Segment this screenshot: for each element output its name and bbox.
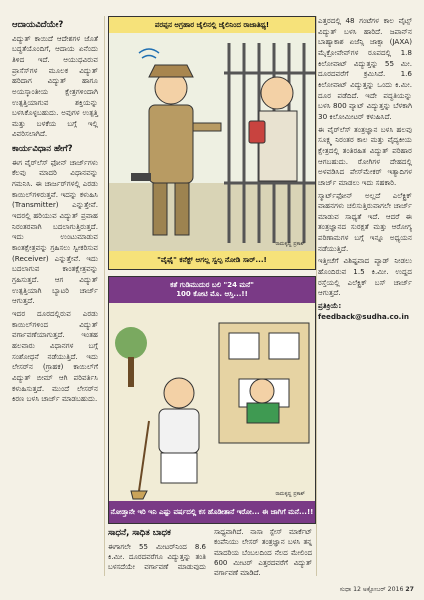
paragraph: ಈಗಾಗಲೇ 55 ಮೀಟರ್‌ನಿಂದ 8.6 ಕಿ.ಮೀ. ದೂರದವರೆಗೂ ವಿದ್ಯುತ್ತನ್ನು ತಂತಿ ಬಳಸದೆಯೇ ವರ್ಗಾವಣೆ ಮಾಡುವುದು ಸಾಧ್ಯವಾಗಿದೆ. ನಾಸಾ ಸ್ಪೇಸ್ ಮಾರ್ಕೆಟ್ ಕಂಪೆನಿಯು ಲೇಸರ್ ತಂತ್ರಜ್ಞಾನ ಬಳಸಿ ತನ್ನ ಮಾದರಿಯ ಬೆಂಬಲದಿಂದ ನೆಲದ ಮೇಲಿಂದ 600 ಮೀಟರ್ ಎತ್ತರದವರೆಗೆ ವಿದ್ಯುತ್ ವರ್ಗಾವಣೆ ಮಾಡಿದೆ. bbox=[108, 528, 312, 578]
paragraph: ಇದರ ದೂರದಲ್ಲಿರುವ ಎರಡು ಕಾಯಿಲ್‌ಗಳಿಂದ ವಿದ್ಯುತ್ ವರ್ಗಾವಣೆಯಾಗುತ್ತದೆ. ಇಂತಹ ಹಲವಾರು ವಿಧಾನಗಳ ಬಗ್ಗೆ ಸಂಶೋಧನೆ ನಡೆಯುತ್ತಿದೆ. ಇದು ಲೇಸರ್‌ನ (ಗ್ರಾಹಕ) ಕಾಯಿಲ್‌ಗೆ ವಿದ್ಯುತ್ ಬೀಮ್ ಆಗಿ ಪರಿವರ್ತಿಸಿ ಕಳುಹಿಸುತ್ತದೆ. ಮುಂದೆ ಲೇಸರ್‌ನ ಕಿರಣ ಬಳಸಿ ಚಾರ್ಜ್ ಮಾಡಬಹುದು. bbox=[12, 308, 98, 404]
column-divider-left bbox=[104, 16, 105, 576]
cartoon-illustration-sweeper bbox=[109, 303, 315, 501]
cartoon-panel-jail bbox=[108, 16, 316, 270]
right-column bbox=[318, 16, 412, 324]
heading-achievements: ಸಾಧನೆ, ಸಾಧಿತ ಬಾಧಕ bbox=[108, 528, 171, 538]
cartoon-caption: ನೋಡ್ತಾನೇ ಇರಿ ಇನಿ ಎಷ್ಟು ವರ್ಷದಲ್ಲಿ ಕಸ ಹೊಡೀತಾನೆ ಇರೋ... ಈ ಜಾಗಿಗೆ ಮನೆ...!! bbox=[109, 501, 315, 523]
cartoon-header-line-1: ಕತೆ ಗುಡಿಮುದುರ ಬಲಿ "24 ಮನೆ" bbox=[170, 281, 254, 290]
center-bottom-text bbox=[108, 527, 312, 579]
paragraph: ಈ ವೈರ್‌ಲೆಸ್ ತಂತ್ರಜ್ಞಾನ ಬಳಸಿ ಹಲವು ಸೂಕ್ಷ್ಮ ನಿರಂತರ ಕಾಲ ಮತ್ತು ವೈದ್ಯಕೀಯ ಕ್ಷೇತ್ರದಲ್ಲಿ ತಂತಿರಹಿತ ವಿದ್ಯುತ್ ಪರಿಹಾರ ಆಗಬಹುದು. ರೋಗಿಗಳ ದೇಹದಲ್ಲಿ ಅಳವಡಿಸಿದ ಪೇಸ್‌ಮೇಕರ್ ಇತ್ಯಾದಿಗಳ ಚಾರ್ಜ್ ಮಾಡಲು ಇದು ಸಹಕಾರಿ. bbox=[318, 124, 412, 187]
cartoon-panel-house bbox=[108, 276, 316, 524]
cartoon-header: ಪರಪ್ಪನ ಅಗ್ರಹಾರ ಜೈಲಿನಲ್ಲಿ ಜೈಲಿನಿಂದ ರಾಜಾತಿಥ್ಯ! bbox=[109, 17, 315, 33]
paragraph: ಎತ್ತರದಲ್ಲಿ 48 ಗಂಟೆಗಳ ಕಾಲ ವೈಟ್ಸ್ ವಿದ್ಯುತ್ ಬಳಸಿ ಹಾರಿದೆ. ಜಪಾನ್‌ನ ಬಾಹ್ಯಾಕಾಶ ಏಜೆನ್ಸಿ ಜಾಕ್ಸಾ (JAXA) ಮೈಕ್ರೋವೇವ್‌ಗಳ ರೂಪದಲ್ಲಿ 1.8 ಕಿಲೋವಾಟ್ ವಿದ್ಯುತ್ತನ್ನು 55 ಮೀ. ದೂರದವರೆಗೆ ಕ್ರಮಿಸಿದೆ. 1.6 ಕಿಲೋವಾಟ್ ವಿದ್ಯುತ್ತನ್ನು ಒಂದು ಕಿ.ಮೀ. ದೂರ ಪಡೆದಿದೆ. ಇದೇ ಪದ್ಧತಿಯನ್ನು ಬಳಸಿ 800 ವ್ಯಾಟ್ ವಿದ್ಯುತ್ತನ್ನು ಬೆಳಕಾಗಿ 30 ಕಿಲೋಮೀಟರ್ ಕಳುಹಿಸಿದೆ. bbox=[318, 16, 412, 121]
paragraph: ಇತ್ತೀಚೆಗೆ ವಿಶಿಷ್ಟವಾದ ಪ್ಯಾಡ್ ನೀಡಲು ಹೊಂದಿರುವ 1.5 ಕಿ.ಮೀ. ಉದ್ದದ ರಸ್ತೆಯಲ್ಲಿ ಎಲೆಕ್ಟ್ರಿಕ್ ಬಸ್ ಚಾರ್ಜ್ ಆಗುತ್ತದೆ. bbox=[318, 256, 412, 298]
page-number: 27 bbox=[405, 586, 414, 593]
cartoonist-signature: ರಾಮಕೃಷ್ಣ ಪ್ರಕಾಶ್ bbox=[275, 491, 305, 497]
paragraph: ಸ್ಮಾರ್ಟ್‌ಫೋನ್ ಅಲ್ಲದೆ ಎಲೆಕ್ಟ್ರಿಕ್ ವಾಹನಗಳು ಚಲಿಸುತ್ತಿರುವಾಗಲೇ ಚಾರ್ಜ್ ಮಾಡುವ ಸಾಧ್ಯತೆ ಇದೆ. ಆದರೆ ಈ ತಂತ್ರಜ್ಞಾನದ ಸುರಕ್ಷತೆ ಮತ್ತು ಆರೋಗ್ಯ ಪರಿಣಾಮಗಳ ಬಗ್ಗೆ ಇನ್ನೂ ಅಧ್ಯಯನ ನಡೆಯುತ್ತಿದೆ. bbox=[318, 190, 412, 253]
feedback-email: ಪ್ರತಿಕ್ರಿಯೆ: feedback@sudha.co.in bbox=[318, 301, 409, 321]
issue-label: ಸುಧಾ 12 ಅಕ್ಟೋಬರ್ 2016 bbox=[339, 586, 404, 593]
heading-how-it-works: ಕಾರ್ಯವಿಧಾನ ಹೇಗೆ? bbox=[12, 144, 73, 155]
cartoon-illustration-jail bbox=[109, 33, 315, 251]
page-footer bbox=[330, 586, 414, 594]
column-divider-right bbox=[316, 16, 317, 576]
cartoon-header bbox=[109, 277, 315, 303]
cartoon-header-line-2: 100 ಕೋಟಿ ಮೊ. ಆಸ್ತಿ...!! bbox=[176, 290, 248, 298]
left-column bbox=[12, 16, 98, 407]
cartoonist-signature: ರಾಮಕೃಷ್ಣ ಪ್ರಕಾಶ್ bbox=[275, 241, 305, 247]
paragraph: ಈಗ ವೈರ್‌ಲೆಸ್ ಫೋನ್ ಚಾರ್ಜ್‌ಗಳು ಕೆಲವು ಮಾದರಿ ವಿಧಾನವನ್ನು ಗಮನಿಸಿ. ಈ ಚಾರ್ಜರ್‌ಗಳಲ್ಲಿ ಎರಡು ಕಾಯಿಲ್‌ಗಳಿರುತ್ತವೆ. ಇದನ್ನು ಕಳುಹಿಸಿ (Transmitter) ಎನ್ನುತ್ತೇವೆ. ಇದರಲ್ಲಿ ಹರಿಯುವ ವಿದ್ಯುತ್ ಪ್ರವಾಹ ನಿರಂತರವಾಗಿ ಬದಲಾಗುತ್ತಿರುತ್ತದೆ. ಇದು ಉಂಟುಮಾಡುವ ಕಾಂತಕ್ಷೇತ್ರವನ್ನು ಗ್ರಹಿಸಲು ಸ್ವೀಕರಿಸುವ (Receiver) ಎನ್ನುತ್ತೇವೆ. ಇದು ಬದಲಾಗುವ ಕಾಂತಕ್ಷೇತ್ರವನ್ನು ಗ್ರಹಿಸುತ್ತದೆ. ಆಗ ವಿದ್ಯುತ್ ಉತ್ಪತ್ತಿಯಾಗಿ ಬ್ಯಾಟರಿ ಚಾರ್ಜ್ ಆಗುತ್ತದೆ. bbox=[12, 157, 98, 306]
cartoon-caption: "ವೈಫೈ" ಕನೆಕ್ಟ್ ಆಗಲ್ಲ ಸ್ವಲ್ಪ ನೋಡಿ ಸಾರ್...! bbox=[109, 251, 315, 269]
paragraph: ವಿದ್ಯುತ್ ಕಾಯಿದೆ ಆದೇಶಗಳ ಜೊತೆ ಬದ್ಧತೆಯೊಂದಿಗೆ, ಆದಾಯ ಏನೆಂದು ತಿಳಿದ ಇದೆ. ಆಯುಧವಿರುವ ಪ್ರಾಸೆಸ್‌ಗಳ ಮೂಲಕ ವಿದ್ಯುತ್ ಹರಿದಾಗ ವಿದ್ಯುತ್ ಹಾಗೂ ಅಯಸ್ಕಾಂತೀಯ ಕ್ಷೇತ್ರಗಳಿಂದಾಗಿ ಉತ್ಪತ್ತಿಯಾಗುವ ಶಕ್ತಿಯನ್ನು ಬಳಸಿಕೊಳ್ಳಬಹುದು. ಅವುಗಳ ಉತ್ಪತ್ತಿ ಮತ್ತು ಬಳಕೆಯ ಬಗ್ಗೆ ಇಲ್ಲಿ ವಿವರಿಸಲಾಗಿದೆ. bbox=[12, 33, 98, 139]
heading-income: ಆದಾಯವಿದೆಯೇ? bbox=[12, 20, 64, 30]
